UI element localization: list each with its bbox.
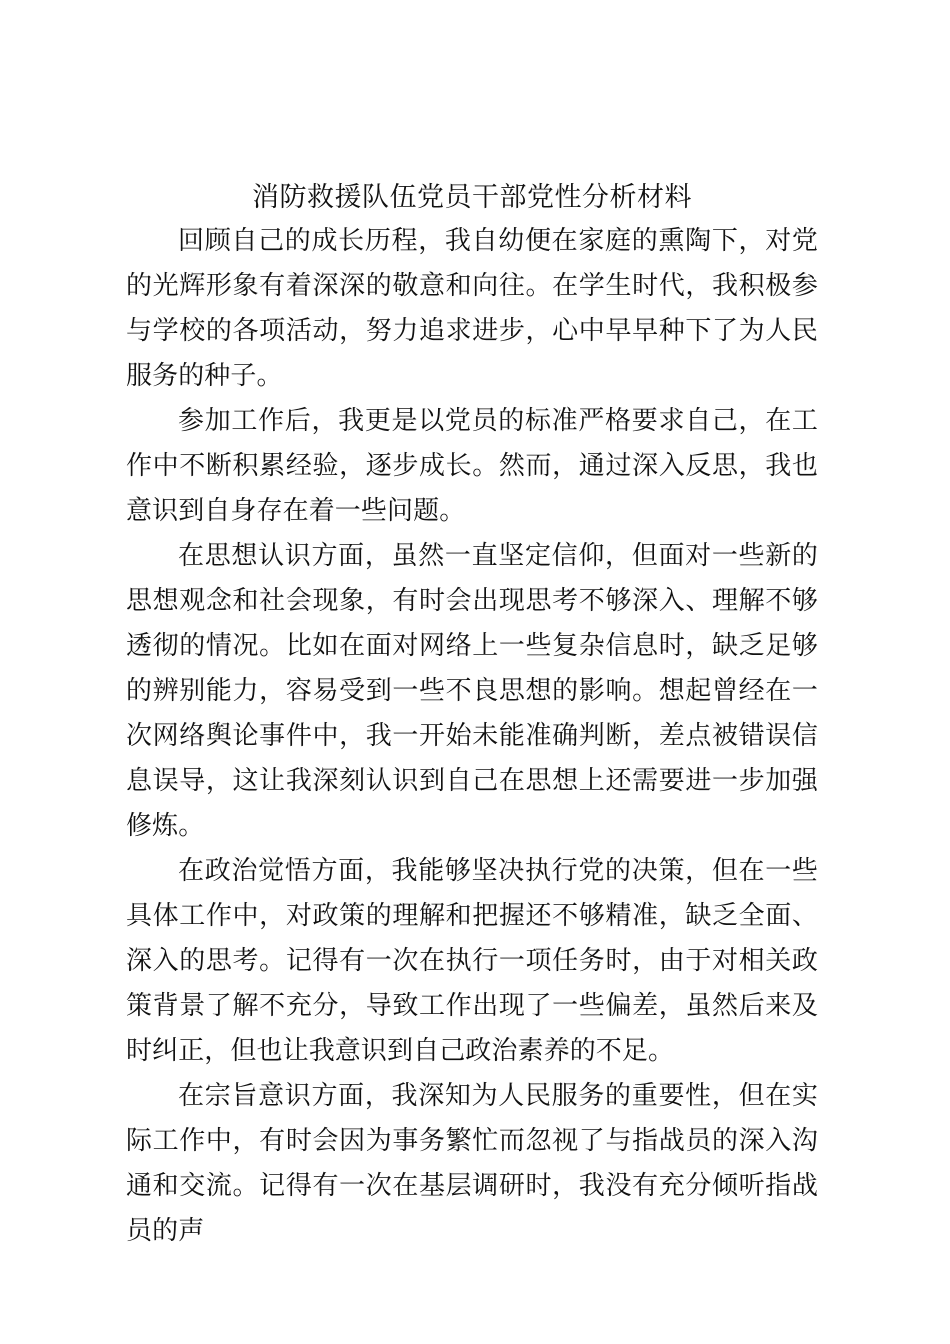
document-title: 消防救援队伍党员干部党性分析材料 bbox=[252, 182, 692, 213]
paragraph-ideology: 在思想认识方面，虽然一直坚定信仰，但面对一些新的思想观念和社会现象，有时会出现思考不够深入、理解不够透彻的情况。比如在面对网络上一些复杂信息时，缺乏足够的辨别能力，容易受到一些不良思想的影响。想起曾经在一次网络舆论事件中，我一开始未能准确判断，差点被错误信息误导，这让我深刻认识到自己在思想上还需要进一步加强修炼。 bbox=[126, 541, 818, 841]
document-body bbox=[126, 177, 818, 1254]
paragraph-political-awareness: 在政治觉悟方面，我能够坚决执行党的决策，但在一些具体工作中，对政策的理解和把握还不够精准，缺乏全面、深入的思考。记得有一次在执行一项任务时，由于对相关政策背景了解不充分，导致工作出现了一些偏差，虽然后来及时纠正，但也让我意识到自己政治素养的不足。 bbox=[126, 856, 818, 1066]
paragraph-service-purpose: 在宗旨意识方面，我深知为人民服务的重要性，但在实际工作中，有时会因为事务繁忙而忽视了与指战员的深入沟通和交流。记得有一次在基层调研时，我没有充分倾听指战员的声 bbox=[126, 1081, 818, 1246]
paragraph-upbringing: 回顾自己的成长历程，我自幼便在家庭的熏陶下，对党的光辉形象有着深深的敬意和向往。在学生时代，我积极参与学校的各项活动，努力追求进步，心中早早种下了为人民服务的种子。 bbox=[126, 226, 818, 391]
paragraph-work: 参加工作后，我更是以党员的标准严格要求自己，在工作中不断积累经验，逐步成长。然而，通过深入反思，我也意识到自身存在着一些问题。 bbox=[126, 406, 818, 526]
